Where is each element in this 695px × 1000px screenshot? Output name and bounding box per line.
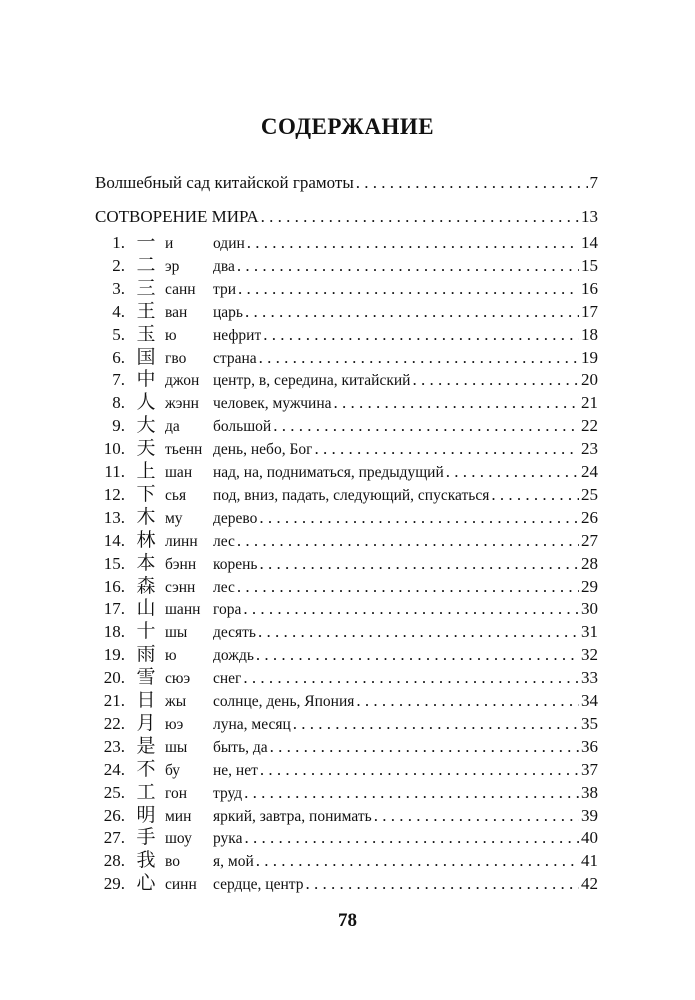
toc-section-page: 13 [581, 207, 598, 226]
leader-dots [258, 621, 579, 643]
toc-entry-row [95, 735, 598, 757]
entry-transcription: ю [165, 647, 177, 665]
toc-entry-row [95, 231, 598, 253]
entry-hanzi: 三 [136, 276, 156, 299]
entry-page: 38 [581, 782, 598, 802]
leader-dots [356, 690, 579, 712]
entry-meaning: большой [213, 418, 272, 436]
leader-dots [260, 553, 580, 575]
leader-dots [237, 530, 579, 552]
entry-page: 36 [581, 736, 598, 756]
entry-hanzi: 上 [136, 460, 156, 482]
entry-transcription: гво [165, 349, 187, 367]
leader-dots [259, 347, 579, 369]
entry-meaning: снег [213, 670, 242, 688]
toc-entry-row [95, 689, 598, 711]
entry-hanzi: 心 [136, 872, 156, 895]
entry-meaning: дерево [213, 509, 258, 527]
entry-page: 22 [581, 416, 598, 436]
entry-meaning: центр, в, середина, китайский [213, 372, 411, 390]
entry-transcription: сюэ [165, 670, 191, 688]
entry-meaning: десять [213, 624, 257, 642]
toc-intro-label: Волшебный сад китайской грамоты [95, 173, 354, 192]
entry-transcription: шы [165, 738, 188, 756]
leader-dots [247, 232, 579, 254]
entry-meaning: над, на, подниматься, предыдущий [213, 464, 444, 481]
entry-page: 26 [581, 507, 598, 527]
entry-meaning: человек, мужчина [213, 395, 332, 413]
entry-number: 12. [103, 484, 125, 504]
toc-entry-row [95, 300, 598, 322]
entry-hanzi: 下 [136, 482, 156, 505]
leader-dots [244, 827, 579, 849]
toc-entry-row [95, 597, 598, 619]
toc-entry-row [95, 575, 598, 597]
entry-meaning: один [213, 235, 245, 252]
entry-transcription: шы [165, 624, 188, 642]
entry-hanzi: 山 [136, 597, 156, 620]
toc-entry-row [95, 529, 598, 551]
page-title: СОДЕРЖАНИЕ [260, 114, 435, 139]
leader-dots [446, 461, 579, 483]
toc-entry-row [95, 437, 598, 459]
entry-page: 29 [581, 576, 598, 596]
toc-section-label: СОТВОРЕНИЕ МИРА [95, 207, 259, 226]
leader-dots [237, 255, 579, 277]
toc-entry-row [95, 346, 598, 368]
entry-meaning: сердце, центр [213, 876, 304, 894]
entry-page: 28 [581, 553, 598, 573]
entry-meaning: под, вниз, падать, следующий, спускаться [213, 486, 490, 504]
entry-transcription: и [165, 235, 174, 252]
entry-meaning: царь [213, 303, 243, 321]
entry-meaning: день, небо, Бог [213, 441, 313, 459]
entry-number: 23. [103, 736, 125, 756]
entry-number: 8. [112, 393, 125, 413]
leader-dots [374, 805, 579, 827]
entry-meaning: не, нет [213, 761, 258, 779]
entry-page: 25 [581, 484, 598, 504]
toc-entry-row [95, 781, 598, 803]
entry-hanzi: 天 [136, 437, 156, 460]
entry-number: 7. [112, 370, 125, 390]
entry-number: 16. [103, 576, 125, 596]
toc-intro-page: 7 [589, 173, 598, 192]
leader-dots [273, 415, 579, 437]
entry-meaning: лес [213, 578, 235, 596]
entry-hanzi: 工 [136, 780, 156, 803]
entry-hanzi: 国 [136, 345, 156, 368]
leader-dots [238, 278, 579, 300]
entry-number: 1. [112, 233, 125, 252]
entry-transcription: эр [165, 257, 180, 275]
toc-entry-row [95, 620, 598, 642]
entry-transcription: тьенн [165, 441, 203, 459]
toc-entry-row [95, 254, 598, 276]
entry-page: 21 [581, 393, 598, 413]
entry-hanzi: 是 [136, 734, 156, 757]
entry-meaning: яркий, завтра, понимать [213, 807, 372, 825]
toc-entry-row [95, 483, 598, 505]
entry-hanzi: 雪 [136, 666, 156, 689]
entry-number: 6. [112, 347, 125, 367]
entry-number: 11. [104, 462, 125, 481]
entry-page: 39 [581, 805, 598, 825]
entry-page: 15 [581, 255, 598, 275]
entry-number: 29. [103, 874, 125, 894]
entry-page: 33 [581, 668, 598, 688]
toc-entry-row [95, 506, 598, 528]
entry-page: 40 [581, 828, 598, 848]
entry-transcription: бу [165, 761, 181, 779]
entry-meaning: луна, месяц [213, 715, 291, 733]
entry-number: 26. [103, 805, 125, 825]
entry-meaning: я, мой [213, 853, 254, 871]
entry-page: 23 [581, 439, 598, 459]
entry-number: 13. [103, 507, 125, 527]
entry-hanzi: 人 [136, 391, 156, 414]
entry-page: 37 [581, 759, 598, 779]
leader-dots [259, 507, 579, 529]
entry-meaning: три [213, 280, 237, 298]
entry-transcription: во [165, 853, 180, 871]
entry-meaning: нефрит [213, 326, 262, 344]
toc-entry-row [95, 460, 598, 482]
entry-hanzi: 一 [136, 231, 156, 253]
entry-number: 28. [103, 851, 125, 871]
entry-page: 35 [581, 713, 598, 733]
entry-number: 24. [103, 759, 125, 779]
toc-entry-row [95, 804, 598, 826]
entry-transcription: ю [165, 326, 177, 344]
entry-number: 27. [103, 828, 125, 848]
entry-number: 14. [103, 530, 125, 550]
toc-entry-row [95, 323, 598, 345]
entry-meaning: гора [213, 601, 242, 619]
entry-transcription: шанн [165, 601, 201, 619]
toc-entry-row [95, 872, 598, 894]
entry-page: 18 [581, 324, 598, 344]
entry-hanzi: 雨 [136, 643, 156, 666]
entry-hanzi: 玉 [136, 322, 156, 345]
toc-entry-row [95, 643, 598, 665]
entry-number: 5. [112, 324, 125, 344]
leader-dots [243, 598, 579, 620]
toc-entry-row [95, 849, 598, 871]
leader-dots [306, 873, 580, 895]
entry-number: 19. [103, 645, 125, 665]
entry-meaning: два [213, 257, 235, 275]
entry-hanzi: 王 [136, 299, 156, 322]
entry-hanzi: 手 [136, 826, 156, 849]
entry-page: 34 [581, 691, 598, 710]
entry-page: 30 [581, 599, 598, 619]
leader-dots [237, 576, 579, 598]
leader-dots [260, 759, 579, 781]
page-number: 78 [338, 910, 357, 931]
entry-number: 18. [103, 622, 125, 642]
toc-entry-row [95, 391, 598, 413]
entry-hanzi: 我 [136, 849, 156, 872]
entry-meaning: труд [213, 784, 243, 802]
leader-dots [491, 484, 579, 506]
entry-transcription: сья [165, 486, 187, 504]
entry-hanzi: 十 [136, 620, 156, 643]
entry-hanzi: 木 [136, 505, 156, 528]
entry-hanzi: 本 [136, 551, 156, 574]
entry-page: 42 [581, 874, 598, 894]
entry-number: 17. [103, 599, 125, 619]
entry-transcription: му [165, 509, 183, 527]
toc-entry-row [95, 368, 598, 390]
toc-entry-row [95, 552, 598, 574]
entry-meaning: солнце, день, Япония [213, 693, 355, 710]
entry-meaning: быть, да [213, 738, 268, 756]
leader-dots [244, 782, 579, 804]
entry-page: 32 [581, 645, 598, 665]
entry-transcription: сэнн [165, 578, 196, 596]
entry-page: 14 [581, 233, 598, 252]
toc-entry-row [95, 758, 598, 780]
entry-hanzi: 日 [136, 689, 156, 711]
leader-dots [293, 713, 579, 735]
entry-number: 21. [103, 691, 125, 710]
entry-number: 20. [103, 668, 125, 688]
leader-dots [356, 172, 588, 194]
entry-hanzi: 月 [136, 711, 156, 734]
entry-transcription: линн [165, 532, 198, 550]
entry-page: 31 [581, 622, 598, 642]
entry-number: 10. [103, 439, 125, 459]
entry-number: 9. [112, 416, 125, 436]
entry-meaning: лес [213, 532, 235, 550]
entry-transcription: синн [165, 876, 197, 894]
entry-number: 4. [112, 301, 125, 321]
entry-hanzi: 大 [136, 414, 156, 437]
entry-transcription: жы [165, 693, 187, 710]
entry-number: 15. [103, 553, 125, 573]
entry-number: 2. [112, 255, 125, 275]
entry-transcription: юэ [165, 715, 184, 733]
leader-dots [314, 438, 579, 460]
entry-transcription: шоу [165, 830, 192, 848]
entry-transcription: гон [165, 784, 188, 802]
leader-dots [263, 324, 579, 346]
entry-transcription: шан [165, 464, 193, 481]
entry-transcription: мин [165, 807, 192, 825]
entry-hanzi: 明 [136, 803, 156, 826]
entry-page: 27 [581, 530, 598, 550]
entry-page: 16 [581, 278, 598, 298]
toc-entry-row [95, 414, 598, 436]
entry-hanzi: 不 [136, 757, 156, 780]
entry-page: 24 [581, 462, 598, 481]
entry-transcription: да [165, 418, 180, 436]
entry-hanzi: 中 [136, 368, 156, 391]
entry-hanzi: 森 [136, 574, 156, 597]
entry-page: 19 [581, 347, 598, 367]
entry-meaning: рука [213, 830, 243, 848]
toc-entry-row [95, 277, 598, 299]
entry-transcription: жэнн [165, 395, 199, 413]
leader-dots [334, 392, 580, 414]
leader-dots [245, 301, 579, 323]
entry-page: 41 [581, 851, 598, 871]
leader-dots [256, 850, 579, 872]
entry-transcription: ван [165, 303, 188, 321]
leader-dots [243, 667, 579, 689]
leader-dots [412, 369, 579, 391]
toc-section-line [95, 206, 598, 228]
toc-entry-row [95, 712, 598, 734]
leader-dots [256, 644, 579, 666]
leader-dots [270, 736, 579, 758]
toc-intro-line [95, 172, 598, 194]
entry-meaning: страна [213, 349, 257, 367]
entry-hanzi: 二 [136, 253, 156, 276]
entry-meaning: дождь [213, 647, 254, 665]
entry-number: 25. [103, 782, 125, 802]
entry-page: 20 [581, 370, 598, 390]
entry-meaning: корень [213, 555, 258, 573]
entry-page: 17 [581, 301, 598, 321]
toc-entry-row [95, 826, 598, 848]
entry-hanzi: 林 [136, 528, 156, 551]
leader-dots [261, 206, 579, 228]
entry-number: 3. [112, 278, 125, 298]
entry-number: 22. [103, 713, 125, 733]
entry-transcription: бэнн [165, 555, 197, 573]
entry-transcription: джон [165, 372, 200, 390]
toc-entry-row [95, 666, 598, 688]
entry-transcription: санн [165, 280, 196, 298]
